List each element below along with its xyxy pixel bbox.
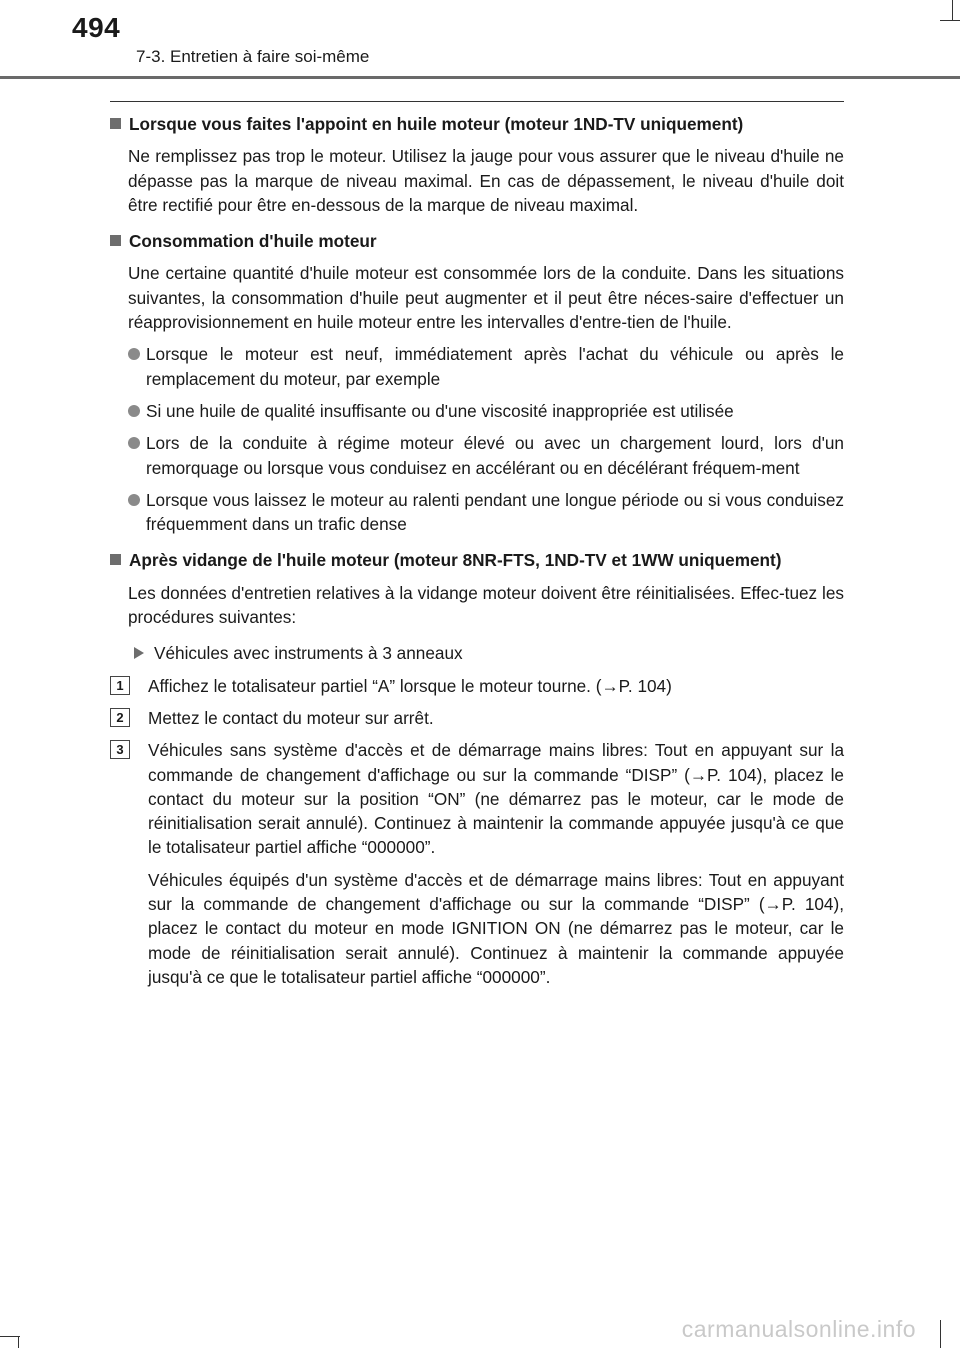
vehicle-variant-text: Véhicules avec instruments à 3 anneaux <box>154 643 463 664</box>
vehicle-variant-line <box>134 641 844 665</box>
section-title: 7-3. Entretien à faire soi-même <box>136 47 370 66</box>
section-paragraph: Les données d'entretien relatives à la vidange moteur doivent être réinitialisées. Effec-tuez les procédures suivantes: <box>128 582 844 628</box>
step-number-badge: 2 <box>110 708 130 727</box>
list-item-text: Si une huile de qualité insuffisante ou d'une viscosité inappropriée est utilisée <box>146 400 734 421</box>
section-oil-consumption <box>108 229 844 536</box>
page-header <box>0 0 960 80</box>
list-item <box>128 399 844 423</box>
section-paragraph: Une certaine quantité d'huile moteur est consommée lors de la conduite. Dans les situations suivantes, la consommation d'huile peut augmenter et il peut être néces-saire d'effectuer un réapprovisionnement en huile moteur entre les intervalles d'entre-tien de l'huile. <box>128 263 844 333</box>
crop-mark <box>18 1336 19 1348</box>
circle-bullet-icon <box>128 348 140 360</box>
section-oil-topup <box>108 112 844 217</box>
list-item <box>128 488 844 537</box>
step-text: Véhicules sans système d'accès et de démarrage mains libres: Tout en appuyant sur la commande de changement d'affichage ou sur la commande “DISP” (→P. 104), placez le contact du moteur sur la position “ON” (ne démarrez pas le moteur, car le mode de réinitialisation serait annulé). Continuez à maintenir la commande appuyée jusqu'à ce que le totalisateur partiel affiche “000000”. <box>148 740 844 858</box>
page-content <box>108 112 844 989</box>
list-item-text: Lorsque le moteur est neuf, immédiatement après l'achat du véhicule ou après le remplacement du moteur, par exemple <box>146 344 844 389</box>
section-heading <box>108 229 844 253</box>
circle-bullet-icon <box>128 437 140 449</box>
list-item <box>128 342 844 391</box>
circle-bullet-icon <box>128 405 140 417</box>
section-heading <box>108 548 844 572</box>
section-paragraph: Ne remplissez pas trop le moteur. Utilisez la jauge pour vous assurer que le niveau d'huile ne dépasse pas la marque de niveau maximal. En cas de dépassement, le niveau d'huile doit être rectifié pour être en-dessous de la marque de niveau maximal. <box>128 146 844 215</box>
header-rule <box>0 76 960 79</box>
step-text-alt: Véhicules équipés d'un système d'accès et de démarrage mains libres: Tout en appuyant sur la commande de changement d'affichage ou sur la commande “DISP” (→P. 104), placez le contact du moteur en mode IGNITION ON (ne démarrez pas le moteur, car le mode de réinitialisation serait annulé). Continuez à maintenir la commande appuyée jusqu'à ce que le totalisateur partiel affiche “000000”. <box>148 869 844 987</box>
content-top-rule <box>110 101 844 102</box>
section-heading-text: Consommation d'huile moteur <box>129 231 377 252</box>
section-oil-change-reset <box>108 548 844 989</box>
list-item-text: Lorsque vous laissez le moteur au ralenti pendant une longue période ou si vous conduisez fréquemment dans un trafic dense <box>146 489 844 535</box>
crop-mark <box>940 1320 941 1348</box>
step-item <box>108 738 844 989</box>
step-item <box>108 674 844 698</box>
circle-bullet-icon <box>128 494 140 506</box>
square-bullet-icon <box>110 118 121 129</box>
crop-mark <box>0 1336 20 1337</box>
step-text: Affichez le totalisateur partiel “A” lorsque le moteur tourne. (→P. 104) <box>148 675 672 696</box>
crop-mark <box>952 0 953 20</box>
section-heading-text: Lorsque vous faites l'appoint en huile moteur (moteur 1ND-TV uniquement) <box>129 114 744 134</box>
step-number-badge: 3 <box>110 740 130 759</box>
square-bullet-icon <box>110 554 121 565</box>
section-heading <box>108 112 844 136</box>
square-bullet-icon <box>110 235 121 246</box>
list-item <box>128 431 844 480</box>
step-item <box>108 706 844 730</box>
watermark: carmanualsonline.info <box>681 1316 916 1342</box>
crop-mark <box>940 20 960 21</box>
section-heading-text: Après vidange de l'huile moteur (moteur 8NR-FTS, 1ND-TV et 1WW uniquement) <box>129 550 782 571</box>
list-item-text: Lors de la conduite à régime moteur élevé ou avec un chargement lourd, lors d'un remorquage ou lorsque vous conduisez en accélérant ou en décélérant fréquem-ment <box>146 433 844 478</box>
page-number: 494 <box>72 12 121 43</box>
step-text: Mettez le contact du moteur sur arrêt. <box>148 707 434 728</box>
triangle-arrow-icon <box>134 647 144 659</box>
step-number-badge: 1 <box>110 676 130 695</box>
